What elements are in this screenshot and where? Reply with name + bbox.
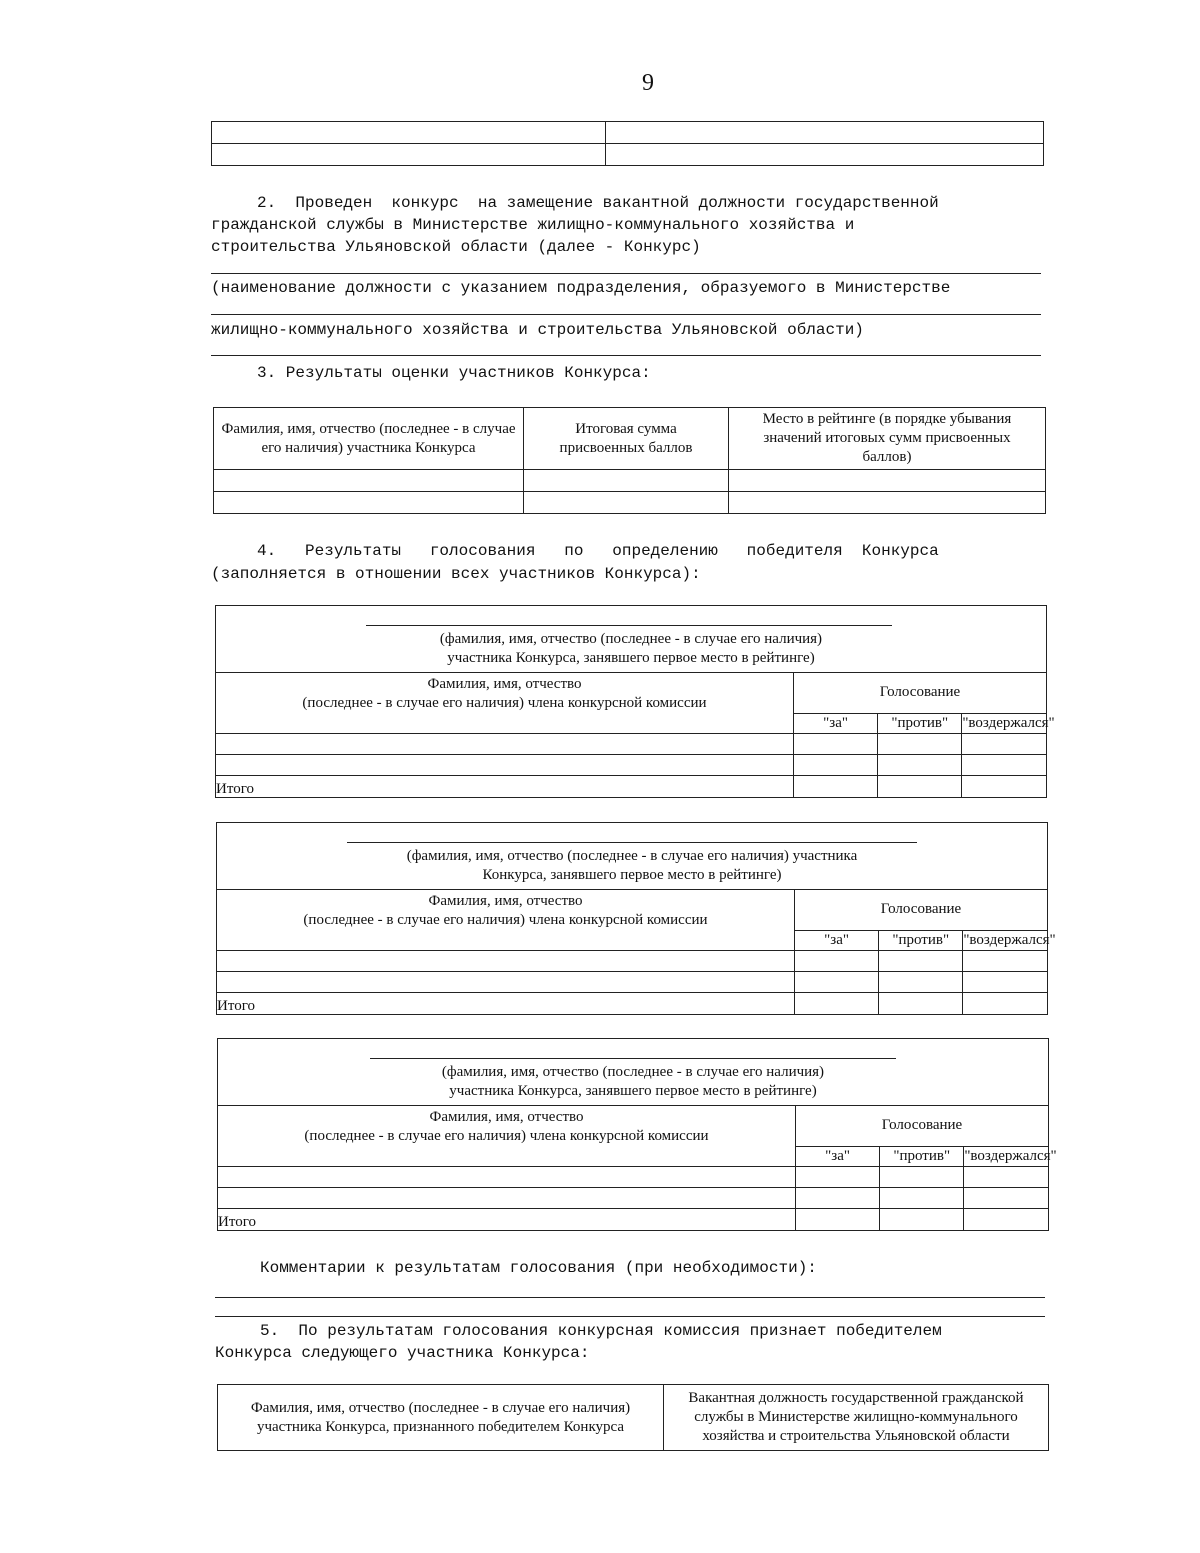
- vote-abstain-header: "воздержался": [962, 713, 1046, 733]
- table-cell: [878, 754, 962, 775]
- vote-for-header: "за": [794, 713, 878, 733]
- table-cell: [218, 1166, 796, 1187]
- fill-line: [370, 1058, 896, 1059]
- vote-caption: (фамилия, имя, отчество (последнее - в случае его наличия) участника Конкурса, занявшего первое место в рейтинге): [439, 631, 823, 666]
- total-label: Итого: [218, 1208, 796, 1230]
- vote-for-header: "за": [796, 1146, 880, 1166]
- vote-abstain-header: "воздержался": [963, 930, 1047, 950]
- table-cell: [217, 971, 795, 992]
- member-name-header: Фамилия, имя, отчество (последнее - в случае его наличия) члена конкурсной комиссии: [216, 673, 794, 733]
- vote-table-1: [215, 605, 1055, 798]
- header-total-score: Итоговая сумма присвоенных баллов: [524, 408, 729, 470]
- table-cell: [606, 122, 1044, 144]
- member-name-header: Фамилия, имя, отчество (последнее - в случае его наличия) члена конкурсной комиссии: [217, 890, 795, 950]
- table-cell: [214, 492, 524, 514]
- table-cell: [962, 775, 1046, 797]
- section-4-line-1: 4. Результаты голосования по определению победителя Конкурса: [257, 542, 939, 560]
- fill-line: [211, 273, 1041, 274]
- table-cell: [729, 470, 1046, 492]
- table-cell: [879, 992, 963, 1014]
- table-cell: [794, 733, 878, 754]
- vote-against-header: "против": [879, 930, 963, 950]
- section-2-line-2: гражданской службы в Министерстве жилищно-коммунального хозяйства и: [211, 216, 855, 234]
- voting-header: Голосование: [794, 673, 1047, 713]
- comments-heading: Комментарии к результатам голосования (при необходимости):: [260, 1259, 817, 1277]
- position-note-1: (наименование должности с указанием подразделения, образуемого в Министерстве: [211, 279, 951, 297]
- table-cell: [212, 144, 606, 166]
- table-cell: [878, 733, 962, 754]
- section-2-line-1: 2. Проведен конкурс на замещение вакантной должности государственной: [257, 194, 939, 212]
- table-cell: [606, 144, 1044, 166]
- header-winner: Фамилия, имя, отчество (последнее - в случае его наличия) участника Конкурса, признанного победителем Конкурса: [218, 1385, 664, 1451]
- table-cell: [964, 1187, 1048, 1208]
- table-cell: [794, 754, 878, 775]
- member-name-header: Фамилия, имя, отчество (последнее - в случае его наличия) члена конкурсной комиссии: [218, 1106, 796, 1166]
- winner-table: [217, 1384, 1049, 1451]
- table-cell: [216, 754, 794, 775]
- vote-participant-cell: [216, 606, 1046, 673]
- table-cell: [964, 1208, 1048, 1230]
- fill-line: [211, 355, 1041, 356]
- vote-table-2: [216, 822, 1056, 1015]
- fill-line: [211, 314, 1041, 315]
- table-cell: [796, 1187, 880, 1208]
- voting-header: Голосование: [796, 1106, 1049, 1146]
- vote-abstain-header: "воздержался": [964, 1146, 1048, 1166]
- table-cell: [216, 733, 794, 754]
- fill-line: [366, 625, 892, 626]
- table-cell: [794, 775, 878, 797]
- section-2-line-3: строительства Ульяновской области (далее - Конкурс): [211, 238, 701, 256]
- table-cell: [524, 492, 729, 514]
- table-cell: [963, 971, 1047, 992]
- fill-line: [215, 1297, 1045, 1298]
- position-note-2: жилищно-коммунального хозяйства и строительства Ульяновской области): [211, 321, 864, 339]
- total-label: Итого: [217, 992, 795, 1014]
- vote-for-header: "за": [795, 930, 879, 950]
- section-3-heading: 3. Результаты оценки участников Конкурса:: [257, 364, 651, 382]
- page-number: 9: [642, 70, 654, 96]
- table-cell: [880, 1208, 964, 1230]
- table-cell: [964, 1166, 1048, 1187]
- table-cell: [796, 1208, 880, 1230]
- table-cell: [795, 950, 879, 971]
- fill-line: [215, 1316, 1045, 1317]
- fill-line: [347, 842, 917, 843]
- section-5-line-1: 5. По результатам голосования конкурсная комиссия признает победителем: [260, 1322, 942, 1340]
- table-cell: [878, 775, 962, 797]
- table-cell: [795, 971, 879, 992]
- vote-table-3: [217, 1038, 1057, 1231]
- table-cell: [218, 1187, 796, 1208]
- table-cell: [217, 950, 795, 971]
- table-cell: [212, 122, 606, 144]
- section-4-line-2: (заполняется в отношении всех участников Конкурса):: [211, 565, 701, 583]
- table-cell: [962, 754, 1046, 775]
- header-vacant-position: Вакантная должность государственной гражданской службы в Министерстве жилищно-коммунального хозяйства и строительства Ульяновской области: [664, 1385, 1049, 1451]
- vote-caption: (фамилия, имя, отчество (последнее - в случае его наличия) участника Конкурса, занявшего первое место в рейтинге): [406, 848, 858, 883]
- table-cell: [879, 971, 963, 992]
- continuation-table: [211, 121, 1044, 166]
- voting-header: Голосование: [795, 890, 1048, 930]
- table-cell: [880, 1187, 964, 1208]
- header-rating-place: Место в рейтинге (в порядке убывания значений итоговых сумм присвоенных баллов): [729, 408, 1046, 470]
- table-cell: [796, 1166, 880, 1187]
- ratings-table: [213, 407, 1046, 514]
- table-cell: [729, 492, 1046, 514]
- table-cell: [963, 950, 1047, 971]
- table-cell: [962, 733, 1046, 754]
- vote-caption: (фамилия, имя, отчество (последнее - в случае его наличия) участника Конкурса, занявшего первое место в рейтинге): [441, 1064, 825, 1099]
- table-cell: [963, 992, 1047, 1014]
- total-label: Итого: [216, 775, 794, 797]
- table-cell: [879, 950, 963, 971]
- vote-participant-cell: [217, 823, 1047, 890]
- table-cell: [524, 470, 729, 492]
- table-cell: [214, 470, 524, 492]
- section-5-line-2: Конкурса следующего участника Конкурса:: [215, 1344, 590, 1362]
- vote-against-header: "против": [880, 1146, 964, 1166]
- header-participant: Фамилия, имя, отчество (последнее - в случае его наличия) участника Конкурса: [214, 408, 524, 470]
- table-cell: [795, 992, 879, 1014]
- vote-participant-cell: [218, 1039, 1048, 1106]
- vote-against-header: "против": [878, 713, 962, 733]
- table-cell: [880, 1166, 964, 1187]
